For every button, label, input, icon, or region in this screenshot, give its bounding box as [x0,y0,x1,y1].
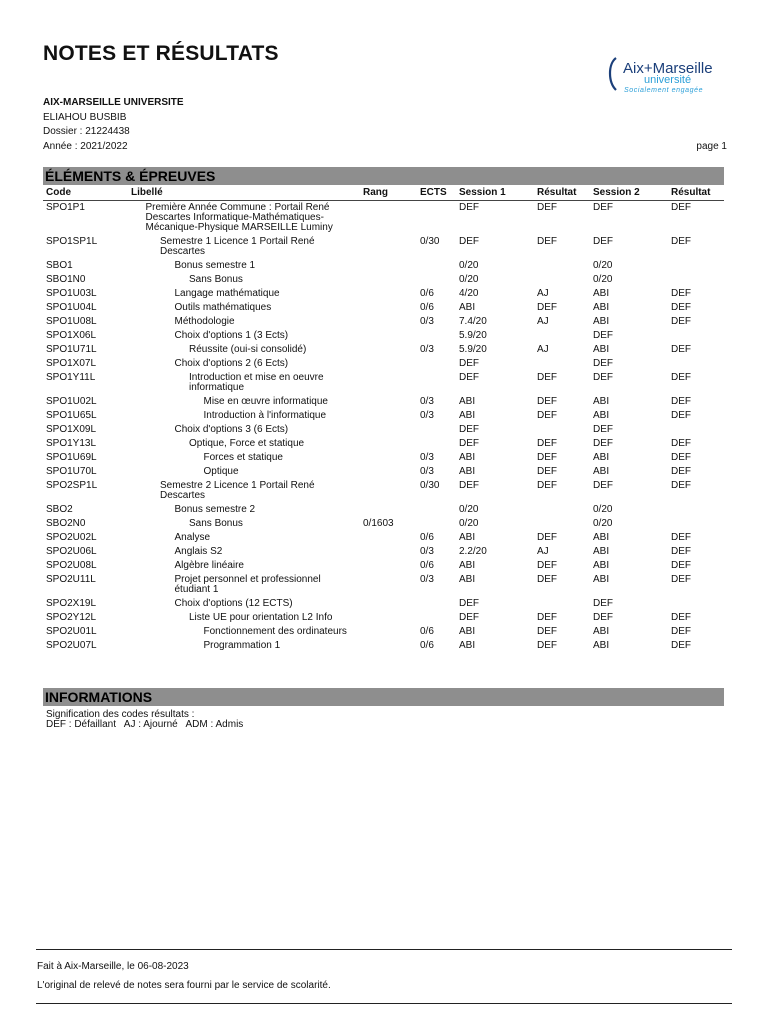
row-libelle: Anglais S2 [174,546,223,557]
row-session1: ABI [459,452,476,463]
col-header-resultat1: Résultat [534,185,590,201]
row-rang [360,465,417,479]
row-ects [417,329,456,343]
row-code: SPO1SP1L [46,236,98,247]
table-row [43,437,724,451]
student-name: ELIAHOU BUSBIB [43,112,127,123]
row-session2: DEF [593,236,613,247]
row-resultat1: DEF [537,612,557,623]
row-session2: ABI [593,532,610,543]
row-session2: ABI [593,546,610,557]
row-session2: ABI [593,626,610,637]
row-session1: 5.9/20 [459,330,487,341]
row-session2: DEF [593,202,613,213]
row-code: SBO2N0 [46,518,86,529]
table-row [43,409,724,423]
row-session2: DEF [593,598,613,609]
row-libelle: Première Année Commune : Portail René Descartes Informatique-Mathématiques-Mécanique-Physique MARSEILLE Luminy [145,202,333,233]
row-libelle: Forces et statique [203,452,283,463]
row-session1: ABI [459,302,476,313]
row-code: SPO1U03L [46,288,97,299]
grades-table [43,185,724,653]
row-ects: 0/3 [420,466,434,477]
row-session1: DEF [459,598,479,609]
row-resultat2: DEF [671,396,691,407]
row-rang [360,371,417,395]
row-resultat2: DEF [671,574,691,585]
row-resultat1: DEF [537,410,557,421]
section-elements-header: ÉLÉMENTS & ÉPREUVES [43,167,724,185]
row-ects: 0/6 [420,532,434,543]
row-resultat2: DEF [671,626,691,637]
row-session1: ABI [459,626,476,637]
table-row [43,479,724,503]
row-resultat1: DEF [537,466,557,477]
row-resultat1: DEF [537,202,557,213]
row-rang [360,235,417,259]
row-rang [360,503,417,517]
row-ects: 0/3 [420,452,434,463]
col-header-resultat2: Résultat [668,185,724,201]
col-header-session2: Session 2 [590,185,668,201]
row-session2: DEF [593,330,613,341]
row-resultat2 [668,503,724,517]
col-header-code: Code [43,185,128,201]
row-rang [360,409,417,423]
row-resultat2 [668,273,724,287]
row-ects [417,201,456,236]
row-resultat2: DEF [671,466,691,477]
row-ects [417,517,456,531]
row-session1: ABI [459,574,476,585]
row-resultat1: AJ [537,546,549,557]
row-code: SPO1Y11L [46,372,96,383]
row-resultat1 [534,503,590,517]
footer-date: Fait à Aix-Marseille, le 06-08-2023 [37,961,189,972]
row-rang [360,559,417,573]
row-rang [360,573,417,597]
row-code: SPO1X07L [46,358,97,369]
row-resultat1: DEF [537,372,557,383]
row-ects: 0/3 [420,546,434,557]
row-ects [417,611,456,625]
row-code: SPO1U02L [46,396,97,407]
row-code: SPO1U65L [46,410,97,421]
row-resultat2: DEF [671,612,691,623]
table-row [43,545,724,559]
col-header-session1: Session 1 [456,185,534,201]
table-row [43,503,724,517]
row-ects: 0/3 [420,574,434,585]
info-codes-legend: DEF : Défaillant AJ : Ajourné ADM : Admis [46,719,244,730]
row-session2: ABI [593,466,610,477]
row-code: SPO1U08L [46,316,97,327]
row-code: SPO1X06L [46,330,97,341]
row-libelle: Choix d'options 1 (3 Ects) [174,330,289,341]
row-session1: ABI [459,560,476,571]
row-resultat1 [534,517,590,531]
row-libelle: Langage mathématique [174,288,280,299]
row-resultat1: AJ [537,316,549,327]
row-libelle: Programmation 1 [203,640,281,651]
row-rang: 0/1603 [363,518,394,529]
row-session1: 5.9/20 [459,344,487,355]
row-resultat1 [534,597,590,611]
table-row [43,559,724,573]
row-code: SPO2U08L [46,560,97,571]
table-row [43,573,724,597]
row-rang [360,451,417,465]
row-session2: ABI [593,640,610,651]
row-session2: DEF [593,480,613,491]
row-resultat1: DEF [537,396,557,407]
row-rang [360,343,417,357]
table-row [43,329,724,343]
row-code: SPO2U07L [46,640,97,651]
table-row [43,611,724,625]
row-resultat2: DEF [671,640,691,651]
row-ects [417,357,456,371]
row-libelle: Introduction à l'informatique [203,410,327,421]
row-resultat1: DEF [537,626,557,637]
row-libelle: Réussite (oui-si consolidé) [189,344,307,355]
row-resultat1: DEF [537,640,557,651]
row-code: SPO1U04L [46,302,97,313]
institution-name: AIX-MARSEILLE UNIVERSITE [43,97,184,108]
row-rang [360,611,417,625]
row-resultat1: AJ [537,288,549,299]
table-row [43,517,724,531]
table-row [43,287,724,301]
row-ects [417,273,456,287]
row-session1: 2.2/20 [459,546,487,557]
row-resultat2: DEF [671,560,691,571]
row-ects [417,423,456,437]
table-header-row [43,185,724,201]
table-row [43,625,724,639]
logo-line2: université [644,74,692,86]
row-session2: 0/20 [593,260,613,271]
row-session1: ABI [459,396,476,407]
row-resultat2: DEF [671,532,691,543]
row-ects: 0/6 [420,640,434,651]
row-session1: DEF [459,202,479,213]
row-resultat1: DEF [537,302,557,313]
row-rang [360,395,417,409]
row-session2: ABI [593,574,610,585]
row-resultat2: DEF [671,452,691,463]
row-resultat2: DEF [671,202,691,213]
row-resultat2: DEF [671,316,691,327]
row-session1: ABI [459,466,476,477]
row-session2: ABI [593,288,610,299]
row-resultat2: DEF [671,546,691,557]
row-session2: ABI [593,560,610,571]
row-code: SPO2U11L [46,574,96,585]
row-session2: 0/20 [593,274,613,285]
logo-line1: Aix+Marseille [623,60,713,77]
row-libelle: Algèbre linéaire [174,560,244,571]
row-session1: ABI [459,640,476,651]
row-code: SPO1Y13L [46,438,97,449]
row-session1: DEF [459,612,479,623]
col-header-libelle: Libellé [128,185,360,201]
table-row [43,343,724,357]
row-resultat2: DEF [671,302,691,313]
row-rang [360,545,417,559]
row-libelle: Sans Bonus [189,518,243,529]
row-ects: 0/30 [420,480,440,491]
row-code: SPO1U70L [46,466,97,477]
row-resultat2: DEF [671,236,691,247]
row-resultat1: DEF [537,532,557,543]
row-ects [417,437,456,451]
row-resultat1: AJ [537,344,549,355]
row-session2: ABI [593,344,610,355]
row-libelle: Semestre 2 Licence 1 Portail René Descartes [160,480,315,501]
row-libelle: Outils mathématiques [174,302,272,313]
row-ects: 0/6 [420,302,434,313]
row-rang [360,531,417,545]
row-code: SBO2 [46,504,73,515]
row-resultat2 [668,259,724,273]
row-code: SPO2Y12L [46,612,97,623]
row-resultat1: DEF [537,452,557,463]
row-libelle: Choix d'options (12 ECTS) [174,598,293,609]
row-session1: DEF [459,372,479,383]
row-libelle: Optique, Force et statique [189,438,305,449]
row-rang [360,437,417,451]
row-ects [417,259,456,273]
row-code: SPO2U06L [46,546,97,557]
info-codes-title: Signification des codes résultats : [46,709,195,720]
row-ects [417,597,456,611]
row-session2: DEF [593,424,613,435]
row-resultat2 [668,423,724,437]
row-resultat1: DEF [537,480,557,491]
row-libelle: Optique [203,466,239,477]
row-rang [360,329,417,343]
row-resultat1 [534,423,590,437]
row-libelle: Choix d'options 2 (6 Ects) [174,358,289,369]
row-libelle: Projet personnel et professionnel étudiant 1 [174,574,321,595]
row-ects: 0/3 [420,396,434,407]
row-resultat2 [668,517,724,531]
row-session1: 7.4/20 [459,316,487,327]
dossier-number: Dossier : 21224438 [43,126,130,137]
row-rang [360,357,417,371]
row-ects: 0/3 [420,344,434,355]
row-resultat2: DEF [671,344,691,355]
row-ects: 0/3 [420,410,434,421]
row-session1: DEF [459,424,479,435]
row-resultat2: DEF [671,410,691,421]
row-session2: DEF [593,612,613,623]
col-header-rang: Rang [360,185,417,201]
row-session1: 0/20 [459,260,479,271]
row-session2: ABI [593,302,610,313]
row-libelle: Méthodologie [174,316,235,327]
row-rang [360,273,417,287]
row-resultat1: DEF [537,438,557,449]
row-session1: 0/20 [459,274,479,285]
row-rang [360,597,417,611]
row-resultat2: DEF [671,480,691,491]
footer-divider-bottom [36,1003,732,1004]
row-resultat1: DEF [537,236,557,247]
table-row [43,451,724,465]
row-resultat1 [534,329,590,343]
row-rang [360,259,417,273]
row-session1: 4/20 [459,288,479,299]
row-code: SBO1N0 [46,274,86,285]
row-ects: 0/6 [420,560,434,571]
row-rang [360,201,417,236]
row-rang [360,625,417,639]
row-resultat2: DEF [671,372,691,383]
row-ects: 0/30 [420,236,440,247]
row-resultat2 [668,597,724,611]
row-libelle: Bonus semestre 2 [174,504,256,515]
row-resultat2 [668,329,724,343]
table-row [43,259,724,273]
row-ects [417,503,456,517]
row-libelle: Liste UE pour orientation L2 Info [189,612,333,623]
row-resultat1 [534,273,590,287]
table-row [43,597,724,611]
university-logo [606,54,726,98]
row-code: SBO1 [46,260,73,271]
row-rang [360,639,417,653]
row-resultat2 [668,357,724,371]
row-ects: 0/3 [420,316,434,327]
row-libelle: Analyse [174,532,211,543]
row-code: SPO2U01L [46,626,97,637]
row-code: SPO1U69L [46,452,97,463]
row-session1: 0/20 [459,504,479,515]
row-session1: DEF [459,358,479,369]
row-code: SPO1U71L [46,344,97,355]
table-row [43,273,724,287]
table-row [43,201,724,236]
row-rang [360,301,417,315]
row-session2: DEF [593,358,613,369]
row-code: SPO1P1 [46,202,85,213]
table-row [43,315,724,329]
row-libelle: Sans Bonus [189,274,243,285]
page-number: page 1 [696,141,727,152]
table-row [43,357,724,371]
table-row [43,235,724,259]
row-ects [417,371,456,395]
row-session2: DEF [593,438,613,449]
table-row [43,301,724,315]
col-header-ects: ECTS [417,185,456,201]
info-block [46,710,243,730]
section-info-header: INFORMATIONS [43,688,724,706]
row-libelle: Semestre 1 Licence 1 Portail René Descartes [160,236,315,257]
row-session2: ABI [593,452,610,463]
table-row [43,395,724,409]
row-resultat2: DEF [671,438,691,449]
row-rang [360,479,417,503]
row-resultat1: DEF [537,560,557,571]
row-rang [360,423,417,437]
row-resultat1 [534,259,590,273]
row-session2: ABI [593,410,610,421]
grades-table-body [43,201,724,654]
row-session2: ABI [593,396,610,407]
row-resultat2: DEF [671,288,691,299]
row-session1: DEF [459,480,479,491]
row-ects: 0/6 [420,626,434,637]
row-session1: 0/20 [459,518,479,529]
table-row [43,531,724,545]
row-session2: DEF [593,372,613,383]
row-resultat1: DEF [537,574,557,585]
row-session1: ABI [459,532,476,543]
row-libelle: Fonctionnement des ordinateurs [203,626,347,637]
row-session2: 0/20 [593,518,613,529]
footer-note: L'original de relevé de notes sera fourni par le service de scolarité. [37,980,331,991]
row-libelle: Introduction et mise en oeuvre informatique [189,372,324,393]
row-code: SPO2U02L [46,532,97,543]
table-row [43,639,724,653]
table-row [43,465,724,479]
footer-divider-top [36,949,732,950]
page-title: NOTES ET RÉSULTATS [43,42,279,65]
row-ects: 0/6 [420,288,434,299]
row-session1: DEF [459,438,479,449]
row-session1: ABI [459,410,476,421]
row-rang [360,315,417,329]
row-libelle: Mise en œuvre informatique [203,396,328,407]
row-rang [360,287,417,301]
row-session1: DEF [459,236,479,247]
row-resultat1 [534,357,590,371]
row-code: SPO2X19L [46,598,97,609]
row-libelle: Choix d'options 3 (6 Ects) [174,424,289,435]
row-libelle: Bonus semestre 1 [174,260,256,271]
logo-line3: Socialement engagée [624,87,704,94]
table-row [43,423,724,437]
table-row [43,371,724,395]
academic-year: Année : 2021/2022 [43,141,128,152]
row-code: SPO2SP1L [46,480,98,491]
row-session2: ABI [593,316,610,327]
row-session2: 0/20 [593,504,613,515]
row-code: SPO1X09L [46,424,97,435]
